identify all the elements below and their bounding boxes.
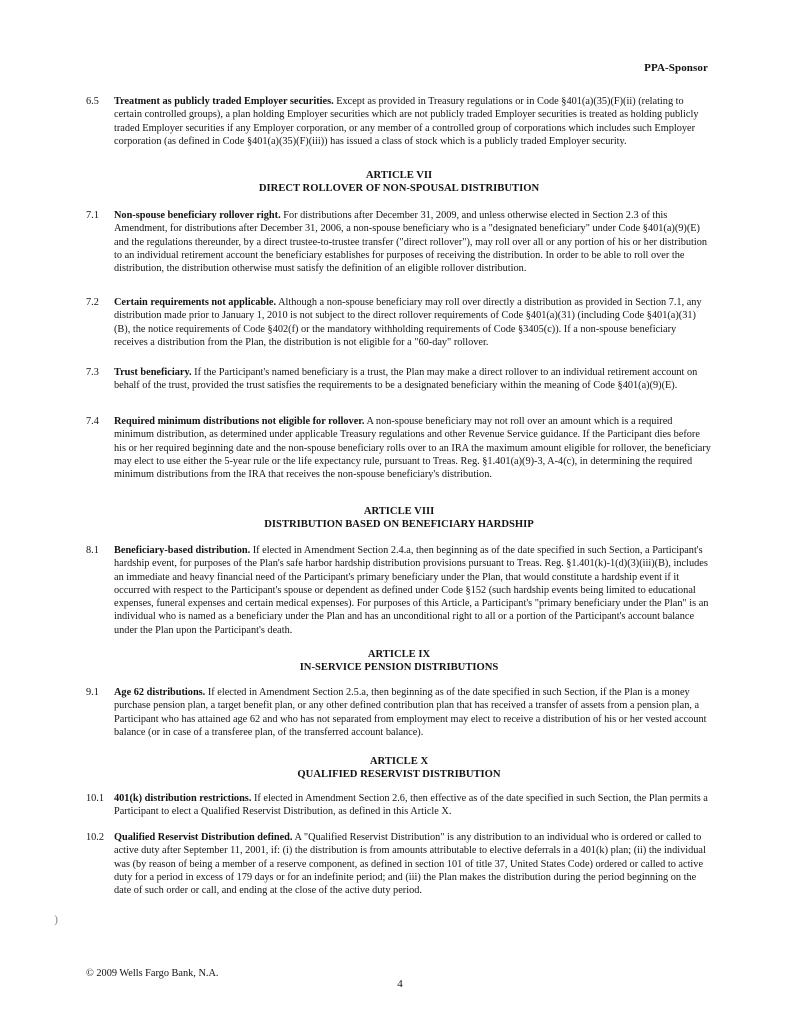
article-label: ARTICLE VIII bbox=[363, 506, 435, 517]
section-title: Certain requirements not applicable. bbox=[114, 297, 277, 308]
section-text: If elected in Amendment Section 2.6, then effective as of the date specified in such Section, the Plan permits a Participant to elect a Qualified Reservist Distribution, as defined in this Article X. bbox=[114, 793, 708, 818]
section-title: Non-spouse beneficiary rollover right. bbox=[114, 210, 281, 221]
section-number: 7.1 bbox=[86, 210, 99, 221]
footer-copyright: © 2009 Wells Fargo Bank, N.A. bbox=[86, 968, 219, 979]
article-heading-vii bbox=[86, 169, 712, 195]
section-text: A non-spouse beneficiary may not roll over an amount which is a required minimum distribution, as determined under applicable Treasury regulations and other Revenue Service guidance. If the Participant dies before his or her required beginning date and the non-spouse beneficiary rolls over to an IRA the maximum amount eligible for rollover, the beneficiary may elect to use either the 5-year rule or the life expectancy rule, pursuant to Treas. Reg. §1.401(a)(9)-3, A-4(c), in determining the required minimum distributions from the IRA that receives the non-spouse beneficiary's distribution. bbox=[114, 416, 711, 481]
section-text: Although a non-spouse beneficiary may roll over directly a distribution as provided in Section 7.1, any distribution made prior to January 1, 2010 is not subject to the direct rollover requirements of Code §401(a)(31) (including Code §401(a)(31)(B), the notice requirements of Code §402(f) or the mandatory withholding requirements of Code §3405(c)). If a non-spouse beneficiary receives a distribution from the Plan, the distribution is not eligible for a "60-day" rollover. bbox=[114, 297, 702, 348]
section-body bbox=[114, 831, 712, 897]
section-title: Qualified Reservist Distribution defined. bbox=[114, 832, 293, 843]
article-label: ARTICLE IX bbox=[367, 649, 431, 660]
article-title: QUALIFIED RESERVIST DISTRIBUTION bbox=[297, 769, 501, 780]
section-10-2 bbox=[86, 831, 712, 897]
section-number: 10.1 bbox=[86, 793, 105, 804]
section-title: Beneficiary-based distribution. bbox=[114, 545, 251, 556]
section-7-1 bbox=[86, 209, 712, 275]
section-title: Treatment as publicly traded Employer securities. bbox=[114, 96, 334, 107]
article-heading-x bbox=[86, 755, 712, 781]
section-text: If elected in Amendment Section 2.5.a, then beginning as of the date specified in such Section, if the Plan is a money purchase pension plan, a target benefit plan, or any other defined contribution plan that has received a transfer of assets from a pension plan, a Participant who has attained age 62 and who has not separated from employment may elect to receive a distribution of his or her vested account balance (or in case of a transferee plan, of the transferred account balance). bbox=[114, 687, 707, 738]
section-text: If the Participant's named beneficiary is a trust, the Plan may make a direct rollover to an individual retirement account on behalf of the trust, provided the trust satisfies the requirements to be a designated beneficiary within the meaning of Code §401(a)(9)(E). bbox=[114, 367, 698, 392]
section-title: Age 62 distributions. bbox=[114, 687, 206, 698]
section-text: If elected in Amendment Section 2.4.a, then beginning as of the date specified in such Section, a Participant's hardship event, for purposes of the Plan's safe harbor hardship distribution provisions pursuant to Treas. Reg. §1.401(k)-1(d)(3)(iii)(B), includes an immediate and heavy financial need of the Participant's primary beneficiary under the Plan, that would constitute a hardship event if it occurred with respect to the Participant's spouse or dependent as defined under Code §152 (such hardship events being limited to educational expenses, funeral expenses and certain medical expenses). For purposes of this Article, a Participant's "primary beneficiary under the Plan" is an individual who is named as a beneficiary under the Plan and has an unconditional right to all or a portion of the Participant's account balance under the Plan upon the Participant's death. bbox=[114, 545, 709, 636]
scan-artifact: ) bbox=[54, 912, 58, 926]
section-text: Except as provided in Treasury regulations or in Code §401(a)(35)(F)(ii) (relating to certain controlled groups), a plan holding Employer securities which are not publicly traded Employer securities is treated as holding publicly traded Employer securities if any Employer corporation, or any member of a controlled group of corporations which includes such Employer corporation (as defined in Code §401(a)(35)(F)(iii)) has issued a class of stock which is a publicly traded Employer security. bbox=[114, 96, 699, 147]
section-9-1 bbox=[86, 686, 712, 739]
section-body bbox=[114, 296, 712, 349]
section-7-4 bbox=[86, 415, 712, 481]
section-number: 7.3 bbox=[86, 367, 99, 378]
article-title: IN-SERVICE PENSION DISTRIBUTIONS bbox=[299, 662, 499, 673]
section-7-3 bbox=[86, 366, 712, 393]
section-body bbox=[114, 95, 712, 148]
section-number: 8.1 bbox=[86, 545, 99, 556]
section-text: A "Qualified Reservist Distribution" is any distribution to an individual who is ordered or called to active duty after September 11, 2001, if: (i) the distribution is from amounts attributable to elective deferrals in a 401(k) plan; (ii) the individual was (by reason of being a member of a reserve component, as defined in section 101 of title 37, United States Code) ordered or called to active duty for a period in excess of 179 days or for an indefinite period; and (iii) the Plan makes the distribution during the period beginning on the date of such order or call, and ending at the close of the active duty period. bbox=[114, 832, 706, 897]
header-tag: PPA-Sponsor bbox=[644, 62, 708, 74]
section-number: 7.4 bbox=[86, 416, 99, 427]
article-heading-viii bbox=[86, 505, 712, 531]
section-number: 9.1 bbox=[86, 687, 99, 698]
section-body bbox=[114, 792, 712, 819]
section-10-1 bbox=[86, 792, 712, 819]
section-body bbox=[114, 686, 712, 739]
section-text: For distributions after December 31, 2009, and unless otherwise elected in Section 2.3 of this Amendment, for distributions after December 31, 2006, a non-spouse beneficiary who is a "designated beneficiary" under Code §401(a)(9)(E) and the regulations thereunder, by a direct trustee-to-trustee transfer ("direct rollover"), may roll over all or any portion of his or her distribution to an individual retirement account the beneficiary establishes for purposes of receiving the distribution. In order to be able to roll over the distribution, the distribution otherwise must satisfy the definition of an eligible rollover distribution. bbox=[114, 210, 708, 275]
article-label: ARTICLE X bbox=[369, 756, 429, 767]
section-body bbox=[114, 415, 712, 481]
section-7-2 bbox=[86, 296, 712, 349]
section-title: Required minimum distributions not eligible for rollover. bbox=[114, 416, 365, 427]
section-number: 7.2 bbox=[86, 297, 99, 308]
section-title: 401(k) distribution restrictions. bbox=[114, 793, 252, 804]
section-body bbox=[114, 366, 712, 393]
section-title: Trust beneficiary. bbox=[114, 367, 192, 378]
article-label: ARTICLE VII bbox=[365, 170, 433, 181]
section-number: 6.5 bbox=[86, 96, 99, 107]
article-heading-ix bbox=[86, 648, 712, 674]
article-title: DISTRIBUTION BASED ON BENEFICIARY HARDSHIP bbox=[264, 519, 534, 530]
section-6-5 bbox=[86, 95, 712, 148]
section-number: 10.2 bbox=[86, 832, 105, 843]
article-title: DIRECT ROLLOVER OF NON-SPOUSAL DISTRIBUTION bbox=[258, 183, 540, 194]
section-body bbox=[114, 209, 712, 275]
section-8-1 bbox=[86, 544, 712, 637]
section-body bbox=[114, 544, 712, 637]
page-number: 4 bbox=[397, 978, 403, 990]
